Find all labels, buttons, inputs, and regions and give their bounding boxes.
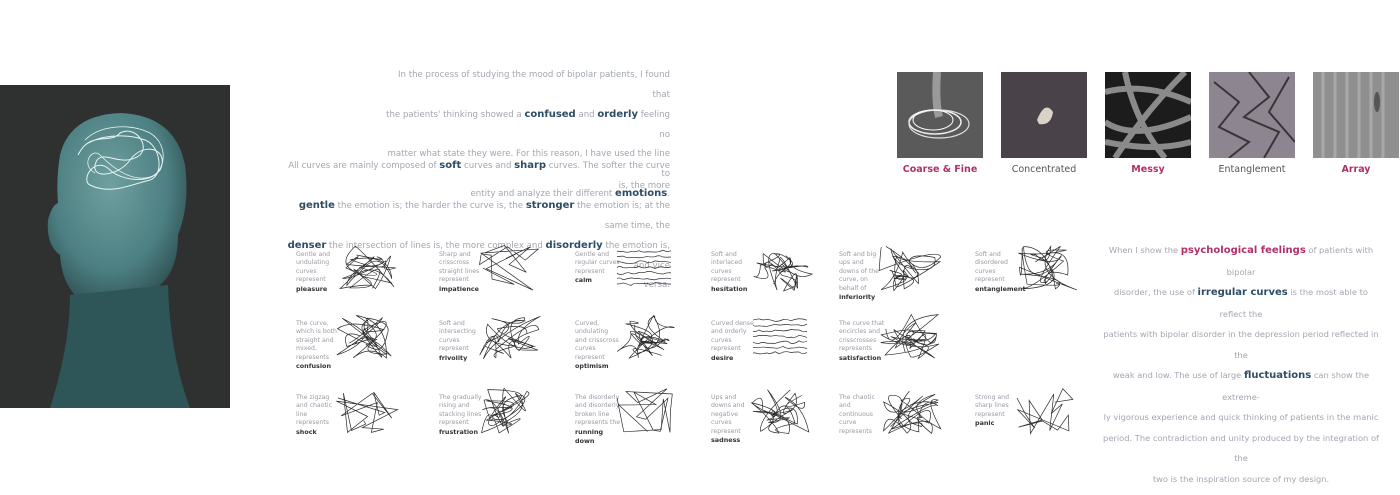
intro-paragraph-1: In the process of studying the mood of bipolar patients, I found that the patients' thinking showed a confused and orderly feeling no matter what state they were. For this reason, I have used the line to entity and analyze their different emotions. — [386, 70, 670, 199]
curve-emotion-label: frustration — [439, 427, 478, 436]
curve-scribble-icon — [336, 245, 400, 293]
curve-emotion-label: entanglement — [975, 284, 1026, 293]
curve-emotion-label: sadness — [711, 436, 741, 445]
thumb-coarse-fine — [897, 72, 983, 158]
curve-description-text: Soft and big ups and downs of the curve, on behalf of — [839, 251, 879, 292]
curve-scribble-icon — [879, 245, 943, 293]
curve-description-text: Soft and disordered curves represent — [975, 251, 1008, 284]
curve-description-text: Gentle and regular curves represent — [575, 251, 620, 275]
head-photo — [0, 85, 230, 408]
curve-scribble-icon — [615, 245, 679, 293]
curve-description-text: The curve, which is both straight and mixed, represents — [296, 320, 337, 361]
curve-scribble-icon — [479, 314, 543, 362]
curve-scribble-icon — [615, 314, 679, 362]
thumb-label-messy: Messy — [1131, 164, 1165, 175]
curve-emotion-label: panic — [975, 419, 995, 428]
curve-scribble-icon — [479, 245, 543, 293]
curve-emotion-label: calm — [575, 276, 592, 285]
curve-description-text: Ups and downs and negative curves represent — [711, 394, 745, 435]
curve-emotion-label: confusion — [296, 362, 331, 371]
thumb-label-entanglement: Entanglement — [1218, 164, 1286, 175]
curve-scribble-icon — [751, 314, 815, 362]
curve-scribble-icon — [479, 388, 543, 436]
curve-description-text: The curve that encircles and crisscrosses represents — [839, 320, 885, 353]
curve-scribble-icon — [751, 388, 815, 436]
curve-emotion-label: impatience — [439, 284, 479, 293]
curve-description-text: The disorderly and disorderly broken line represents the — [575, 394, 621, 427]
curve-scribble-icon — [336, 314, 400, 362]
curve-emotion-label: inferiority — [839, 293, 876, 302]
thumb-array — [1313, 72, 1399, 158]
curve-emotion-label: satisfaction — [839, 353, 882, 362]
curve-emotion-label: shock — [296, 427, 317, 436]
curve-emotion-label: running down — [575, 427, 604, 446]
thumb-label-coarse-fine: Coarse & Fine — [902, 164, 978, 175]
curve-emotion-label: pleasure — [296, 284, 328, 293]
intro-paragraph-2: All curves are mainly composed of soft curves and sharp curves. The softer the curve is, the more gentle the emotion is; the harder the curve is, the stronger the emotion is; at the same time, the denser the intersection of lines is, the more complex and disorderly the emotion is, and vice versa. — [287, 160, 670, 290]
curve-description-text: Soft and interlaced curves represent — [711, 251, 743, 284]
thumb-messy — [1105, 72, 1191, 158]
curve-description-text: Soft and intersecting curves represent — [439, 320, 476, 353]
thumb-label-array: Array — [1341, 164, 1371, 175]
curve-scribble-icon — [879, 388, 943, 436]
curve-emotion-label: optimism — [575, 362, 609, 371]
curve-scribble-icon — [1015, 388, 1079, 436]
curve-scribble-icon — [1015, 245, 1079, 293]
curve-scribble-icon — [751, 245, 815, 293]
thumb-concentrated — [1001, 72, 1087, 158]
curve-scribble-icon — [879, 314, 943, 362]
right-paragraph: When I show the psychological feelings of patients with bipolar disorder, the use of irregular curves is the most able to reflect the patients with bipolar disorder in the depression period reflected in the weak and low. The use of large fluctuations can show the extreme- ly vigorous experience and quick thinking of patients in the manic period. The contradiction and unity produced by the integration of the two is the inspiration source of my design. — [1103, 245, 1379, 484]
curve-description-text: The chaotic and continuous curve represents — [839, 394, 875, 435]
thumb-label-concentrated: Concentrated — [1011, 164, 1077, 175]
curve-emotion-label: desire — [711, 353, 734, 362]
curve-emotion-label: frivolity — [439, 353, 468, 362]
curve-description-text: Gentle and undulating curves represent — [296, 251, 331, 284]
thumb-entanglement — [1209, 72, 1295, 158]
curve-scribble-icon — [615, 388, 679, 436]
curve-description-text: The gradually rising and stacking lines represent — [439, 394, 482, 427]
curve-emotion-label: hesitation — [711, 284, 748, 293]
curve-description-text: Curved, undulating and crisscross curves represent — [575, 320, 619, 361]
curve-description-text: Curved dense and orderly curves represent — [711, 320, 754, 353]
curve-description-text: Sharp and crisscross straight lines represent — [439, 251, 480, 284]
curve-description-text: Strong and sharp lines represent — [975, 394, 1010, 418]
curve-scribble-icon — [336, 388, 400, 436]
curve-description-text: The zigzag and chaotic line represents — [296, 394, 333, 427]
